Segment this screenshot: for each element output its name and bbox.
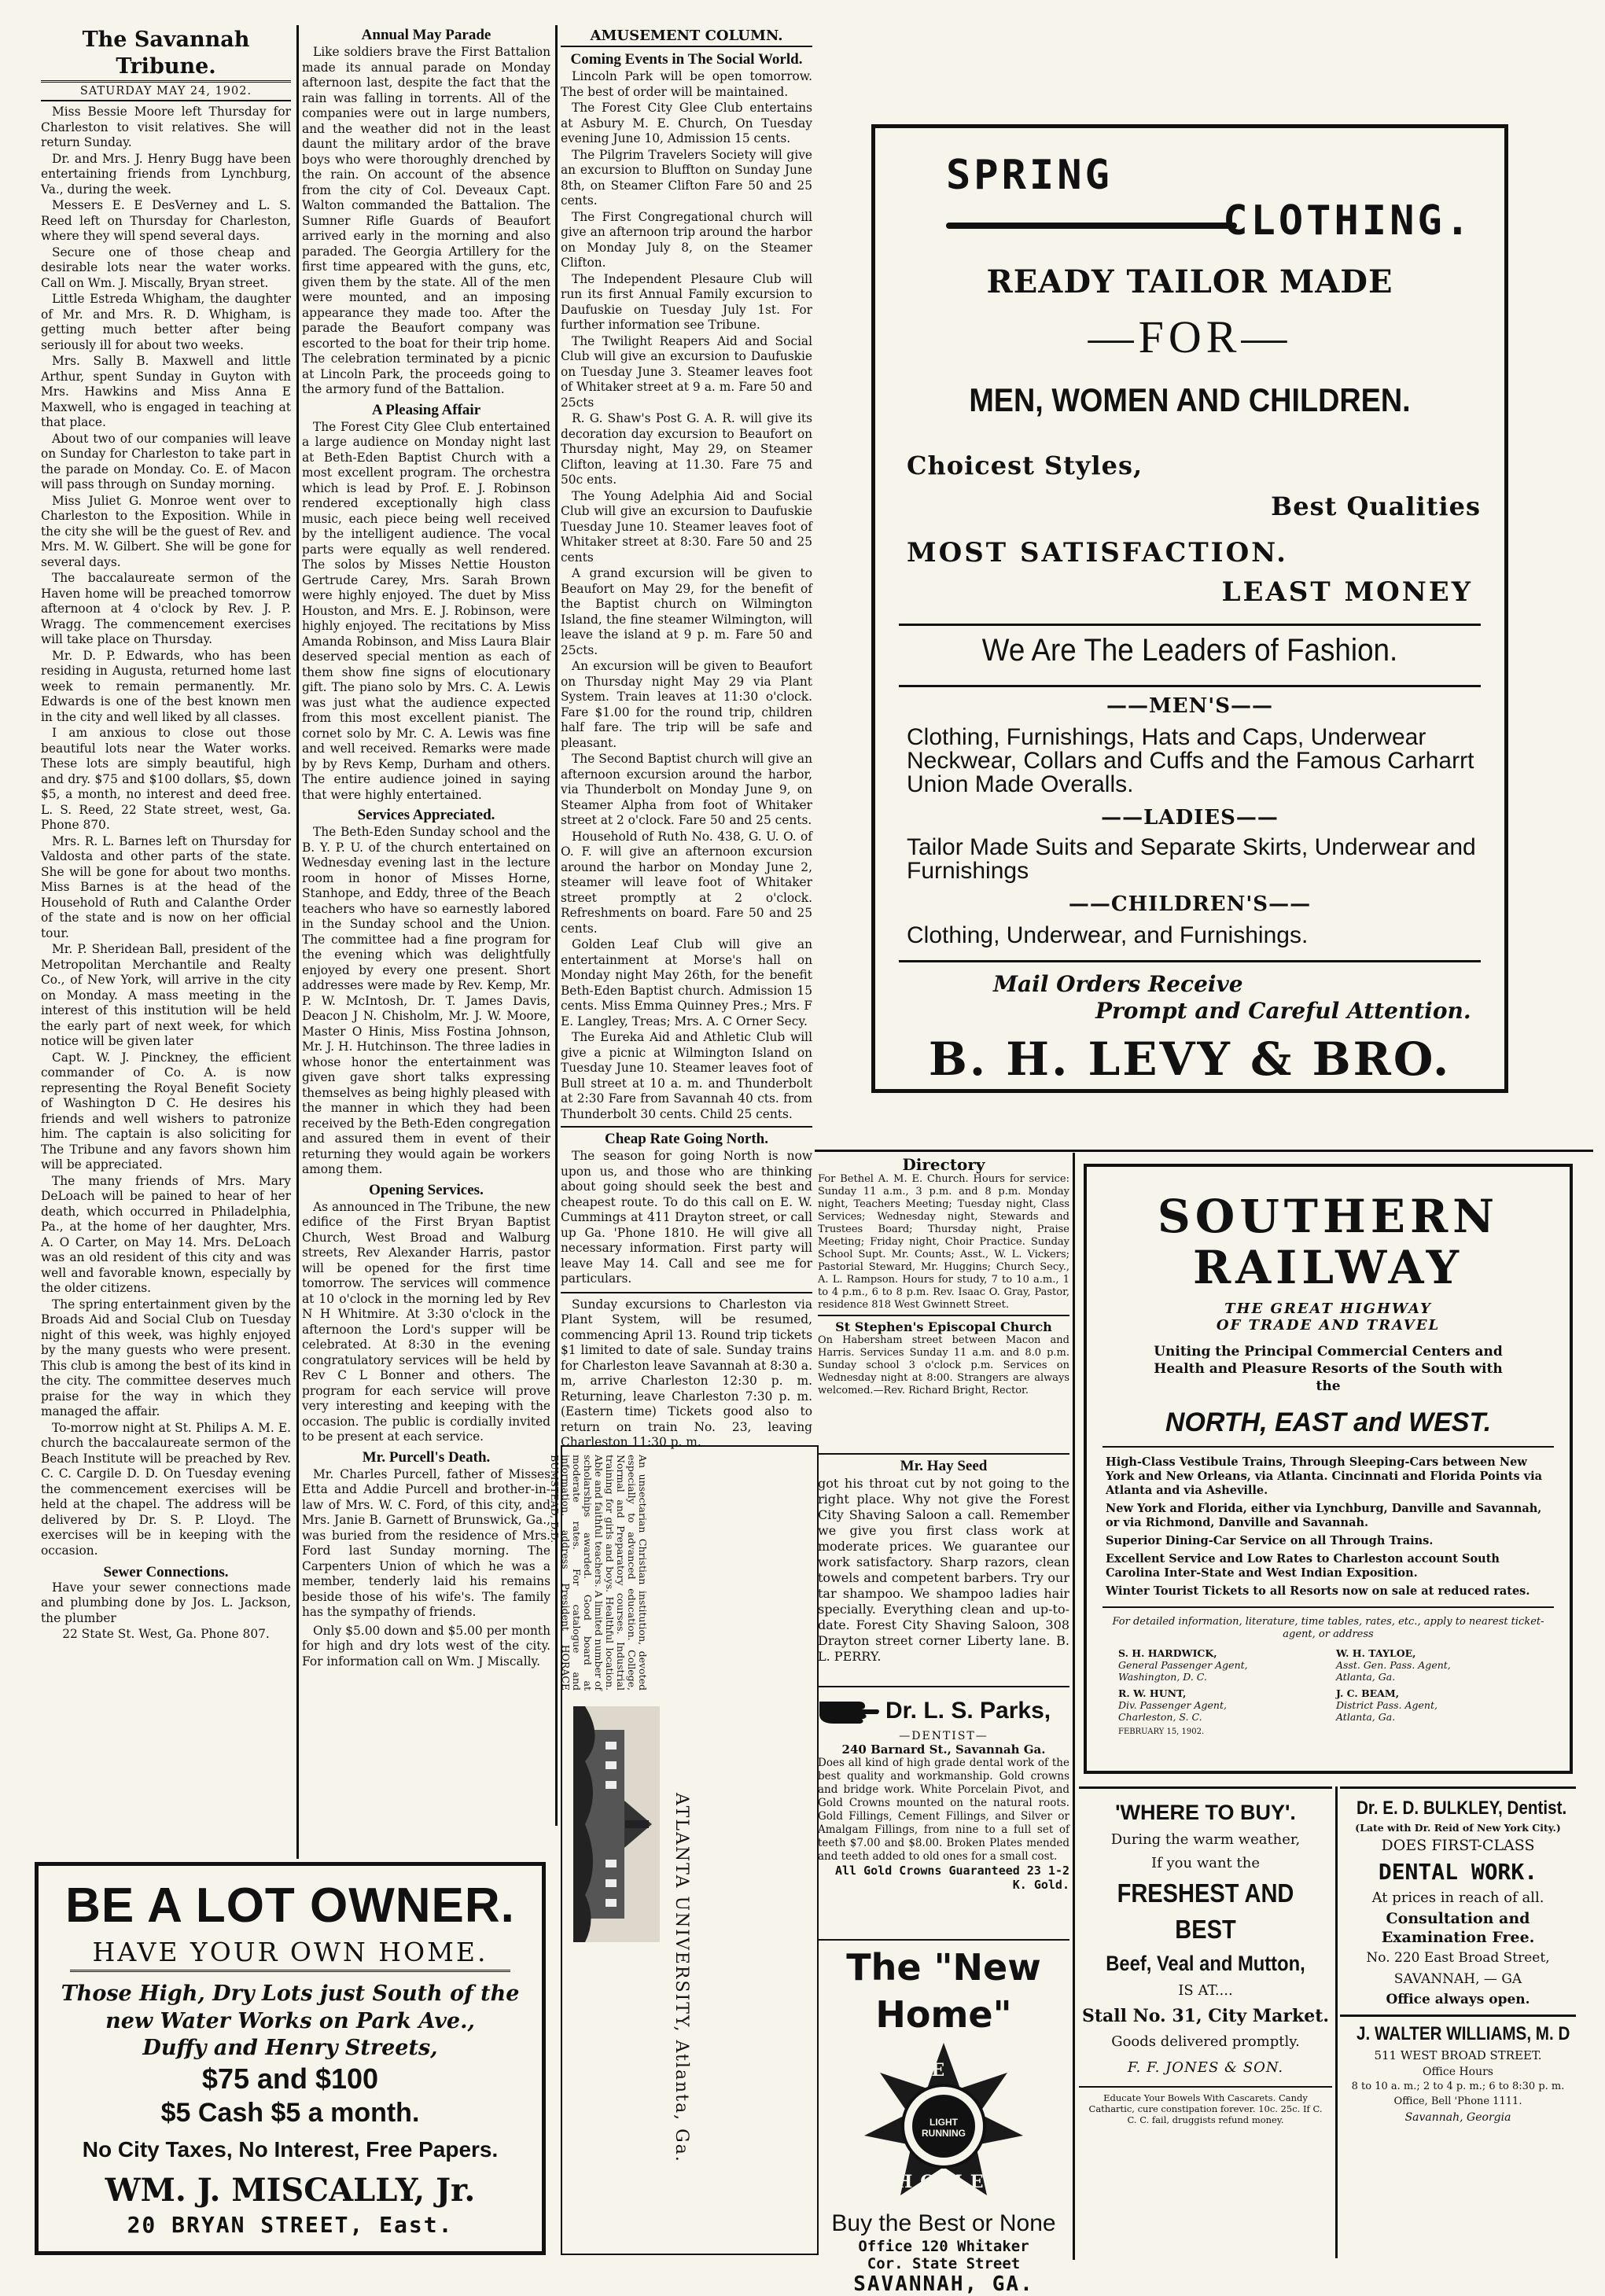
- campus-building-icon: [573, 1706, 660, 1942]
- bulkley-office: Office always open.: [1386, 1992, 1530, 2007]
- lot-terms: $5 Cash $5 a month.: [160, 2098, 420, 2128]
- social-note: Messers E. E DesVerney and L. S. Reed left on Thursday for Charleston, where they will spend several days.: [41, 198, 291, 243]
- new-home-badge: [861, 2041, 1026, 2206]
- lot-desc-2: new Water Works on Park Ave.,: [105, 2009, 475, 2033]
- levy-mens: Clothing, Furnishings, Hats and Caps, Underwear Neckwear, Collars and Cuffs and the Famous Carharrt Union Made Overalls.: [907, 724, 1474, 797]
- badge-new: NEW: [907, 2060, 980, 2081]
- parade-text: Like soldiers brave the First Battalion made its annual parade on Monday afternoon last, despite the fact that the rain was falling in torrents. All of the companies were out in large numbers, and the weather did not in the least daunt the military ardor of the brave boys who were thoroughly drenched by the rain. On account of the absence from the city of Col. Deveaux Capt. Walton commanded the Battalion. The Sumner Rifle Guards of Beaufort arrived early in the morning and also paraded. The Georgia Artillery for the first time appeared with the guns, etc, given them by the state. All of the men were mounted, and an imposing appearance they made too. After the parade the Beaufort company was escorted to the boat for their trip home. The celebration terminated by a picnic at Lincoln Park, the proceeds going to the armory fund of the Battalion.: [302, 45, 550, 396]
- social-note: To-morrow night at St. Philips A. M. E. church the baccalaureate sermon of the Beach Institute will be preached by Rev. C. C. Cargile D. D. On Tuesday evening the commencement exercises will be held at the chapel. The address will be delivered by Dr. S. P. Lloyd. The exercises will be in keeping with the occasion.: [41, 1420, 291, 1558]
- agent-3: R. W. HUNT, Div. Passenger Agent, Charleston, S. C.: [1118, 1687, 1227, 1723]
- opening-head: Opening Services.: [369, 1181, 484, 1198]
- railway-tag-1: THE GREAT HIGHWAY: [1224, 1301, 1432, 1317]
- levy-rule: [899, 685, 1481, 687]
- railway-rule: [1103, 1606, 1554, 1608]
- social-note: Secure one of those cheap and desirable lots near the water works. Call on Wm. J. Miscally, Bryan street.: [41, 245, 291, 290]
- levy-children-head: ——CHILDREN'S——: [1068, 892, 1312, 916]
- where-fresh: FRESHEST AND BEST: [1117, 1878, 1294, 1944]
- parks-addr: 240 Barnard St., Savannah Ga.: [841, 1742, 1046, 1757]
- railway-agents: [1087, 1641, 1570, 1723]
- levy-children: Clothing, Underwear, and Furnishings.: [907, 922, 1309, 948]
- event-item: The Young Adelphia Aid and Social Club will give an excursion to Daufuskie Tuesday June 10. Steamer leaves foot of Whitaker street at 8:30. Fare 50 and 25 cents: [561, 488, 812, 565]
- bulkley-city: SAVANNAH, — GA: [1393, 1971, 1522, 1987]
- column-rule: [296, 25, 299, 1859]
- social-note: Mr. P. Sheridean Ball, president of the Metropolitan Merchantile and Realty Co., of New York, will arrive in the city on Monday. A mass meeting in the interest of this institution will be held the early part of next week, for which notice will be given later: [41, 942, 291, 1048]
- affair-head: A Pleasing Affair: [371, 401, 481, 418]
- lot-owner-ad: [35, 1862, 546, 2255]
- where-head: 'WHERE TO BUY'.: [1115, 1801, 1296, 1824]
- social-note: Mr. D. P. Edwards, who has been residing in Augusta, returned home last week to remain permanently. Mr. Edwards is one of the best known men in the city and well liked by all classes.: [41, 648, 291, 724]
- new-home-cor: Cor. State Street: [867, 2255, 1021, 2272]
- lot-desc-3: Duffy and Henry Streets,: [142, 2036, 438, 2060]
- bulkley-late: (Late with Dr. Reid of New York City.): [1355, 1822, 1561, 1834]
- event-item: Lincoln Park will be open tomorrow. The best of order will be maintained.: [561, 69, 812, 99]
- column-1: [41, 27, 291, 1856]
- atlanta-body: An unsectarian Christian institution, devoted especially to advanced education. College, Normal and Preparatory courses. Industrial training for girls and boys. Healthful location. Able and faithful teachers. A limited number of scholarships awarded. Good board at moderate rates. For catalogue and information, address President HORACE BUMSTEAD, D.D.: [549, 1455, 649, 1691]
- levy-most: MOST SATISFACTION.: [907, 537, 1288, 568]
- parks-body: Does all kind of high grade dental work of the best quality and workmanship. Gold crowns and bridge work. White Porcelain Pivot, and Gold Crowns mounted on the natural roots. Gold Fillings, Cement Fillings, and Silver or Amalgam Fillings, from nine to a full set of teeth $7.00 and $8.00. Broken Plates mended and teeth added to old ones for a small cost.: [818, 1757, 1069, 1863]
- where-stall: Stall No. 31, City Market.: [1081, 2006, 1330, 2026]
- section-rule: [815, 1150, 1593, 1152]
- bulkley-dentist-ad: [1340, 1786, 1576, 2258]
- levy-for: —FOR—: [1088, 311, 1292, 362]
- parks-dentist-ad: [818, 1686, 1069, 1934]
- southern-railway-ad: [1084, 1164, 1573, 1774]
- hay-seed-body: got his throat cut by not going to the right place. Why not give the Forest City Shaving Saloon a call. Remember we give you first class work at moderate prices. We guarantee our work satisfactory. Sharp razors, clean towels and competent barbers. Try our tar shampoo. We shampoo ladies hair specially. Everything clean and up-to-date. Forest City Shaving Saloon, 308 Drayton street corner Liberty lane. B. L. PERRY.: [818, 1476, 1069, 1664]
- railway-rule: [1103, 1446, 1554, 1448]
- railway-name-1: SOUTHERN: [1157, 1190, 1500, 1243]
- atlanta-rotated: [549, 1455, 809, 2241]
- new-home-buy: Buy the Best or None: [831, 2210, 1056, 2236]
- lot-no: No City Taxes, No Interest, Free Papers.: [82, 2137, 499, 2162]
- coming-events-head: Coming Events in The Social World.: [570, 51, 803, 68]
- event-item: The Eureka Aid and Athletic Club will give a picnic at Wilmington Island on Tuesday June 10. Steamer leaves foot of Bull street at 10 a. m. and Thunderbolt at 2:30 Fare from Savannah 40 cts. from Thunderbolt 30 cents. Child 25 cents.: [561, 1030, 812, 1121]
- lot-head: BE A LOT OWNER.: [65, 1878, 515, 1933]
- events-list: [561, 69, 812, 1122]
- levy-best: Best Qualities: [1271, 491, 1481, 521]
- social-note: Miss Juliet G. Monroe went over to Charleston to the Exposition. While in the city she will be the guest of Rev. and Mrs. M. W. Gilbert. She will be gone for several days.: [41, 493, 291, 569]
- social-note: I am anxious to close out those beautiful lots near the Water works. These lots are simply beautiful, high and dry. $75 and $100 dollars, $5, down $5, a month, no interest and deed free. L. S. Reed, 22 State street, west, Ga. Phone 870.: [41, 726, 291, 832]
- where-beef: Beef, Veal and Mutton,: [1106, 1952, 1305, 1975]
- directory-bethel: For Bethel A. M. E. Church. Hours for service: Sunday 11 a.m., 3 p.m. and 8 p.m. Monday night, Teachers Meeting; Tuesday night, Class Services; Wednesday night, Stewards and Trustees Board; Thursday night, Praise Meeting; Friday night, Choir Practice. Sunday School Supt. Mr. Counts; Asst., W. L. Vickers; Pastorial Steward, Mr. Huggins; Church Secy., A. L. Rampson. Hours for study, 7 to 10 a.m., 1 to 4 p.m., 6 to 8 p.m. Rev. Isaac O. Gray, Pastor, residence 818 West Gwinnett Street.: [818, 1173, 1069, 1311]
- opening-text: As announced in The Tribune, the new edifice of the First Bryan Baptist Church, West Broad and Walburg streets, Rev Alexander Harris, pastor will be opened for the first time tomorrow. The services will commence at 10 o'clock in the morning led by Rev N H Whitmire. At 3:30 o'clock in the afternoon the Lord's supper will be celebrated. At 8:30 in the evening congratulatory services will be held by Rev C L Bonner and others. The program for each service will prove very interesting and keeping with the occasion. The public is cordially invited to be present at each service.: [302, 1199, 550, 1444]
- masthead-date: SATURDAY MAY 24, 1902.: [41, 83, 291, 101]
- railway-name-2: RAILWAY: [1192, 1241, 1464, 1294]
- cheap-rate-head: Cheap Rate Going North.: [561, 1126, 812, 1148]
- levy-clothing: CLOTHING.: [1223, 197, 1473, 245]
- levy-choice: Choicest Styles,: [907, 451, 1143, 480]
- parks-dentist: —DENTIST—: [899, 1730, 988, 1742]
- levy-men: MEN, WOMEN AND CHILDREN.: [969, 381, 1411, 418]
- levy-ready: READY TAILOR MADE: [986, 263, 1393, 300]
- social-note: The spring entertainment given by the Broads Aid and Social Club on Tuesday night of this week, was highly enjoyed by the many guests who were present. This club is among the best of its kind in the city. The committee deserves much praise for the way in which they managed the affair.: [41, 1297, 291, 1418]
- levy-clothing-ad: [871, 124, 1508, 1093]
- lot-addr: 20 BRYAN STREET, East.: [127, 2212, 454, 2238]
- lot-price: $75 and $100: [201, 2062, 379, 2095]
- williams-addr: 511 WEST BROAD STREET.: [1374, 2048, 1542, 2062]
- services-text: The Beth-Eden Sunday school and the B. Y. P. U. of the church entertained on Wednesday evening last in the lecture room in honor of Misses Horne, Stanhope, and Eddy, three of the Beach teachers who have so earnestly labored in the Sunday school and the Union. The committee had a fine program for the evening which was delightfully enjoyed by every one present. Short addresses were made by Rev. Kemp, Mr. P. W. McIntosh, Dr. T. James Davis, Deacon J N. Chisholm, Mr. J. W. Moore, Master O Hinis, Miss Fostina Johnson, Mr. J. H. Hutchinson. The three ladies in whose honor the entertainment was given gave short talks expressing themselves as being highly pleased with the manner in which they had been received by the Beth-Eden congregation and assured them in event of their returning they would again be workers among them.: [302, 825, 550, 1176]
- new-home-title: The "New Home": [846, 1946, 1041, 2036]
- death-text: Mr. Charles Purcell, father of Misses Etta and Addie Purcell and brother-in-law of Mrs. W. C. Ford, of this city, and Mrs. Janie B. Garnett of Brunswick, Ga., was buried from the residence of Mrs. Ford last Sunday morning. The Carpenters Union of which he was a member, tenderly laid his remains beside those of his wife's. The family has the sympathy of friends.: [302, 1466, 550, 1619]
- event-item: Household of Ruth No. 438, G. U. O. of O. F. will give an afternoon excursion around the harbor on Monday June 2, steamer will leave foot of Whitaker street promptly at 2 o'clock. Refreshments on board. Fare 50 and 25 cents.: [561, 829, 812, 936]
- bulkley-work: DENTAL WORK.: [1378, 1859, 1538, 1885]
- atlanta-university-ad: [549, 1445, 819, 2255]
- social-notes: [41, 105, 291, 1558]
- levy-leaders: We Are The Leaders of Fashion.: [981, 633, 1398, 668]
- railway-service-line: High-Class Vestibule Trains, Through Sleeping-Cars between New York and New Orleans, via Atlanta. Cincinnati and Florida Points via Atlanta and via Asheville.: [1106, 1455, 1543, 1497]
- event-item: A grand excursion will be given to Beaufort on May 29, for the benefit of the Baptist church on Wilmington Island, the fine steamer Wilmington, will leave the island at 9 p. m. Fare 50 and 25cts.: [561, 566, 812, 657]
- levy-for-text: FOR: [1138, 311, 1242, 362]
- directory-rule: [818, 1315, 1069, 1316]
- pointing-hand-icon: [818, 1692, 881, 1730]
- railway-service-line: New York and Florida, either via Lynchburg, Danville and Savannah, or via Richmond, Danville and Savannah.: [1106, 1502, 1542, 1529]
- where-goods: Goods delivered promptly.: [1111, 2033, 1300, 2050]
- new-home-city: SAVANNAH, GA.: [853, 2272, 1034, 2296]
- agent-2: W. H. TAYLOE, Asst. Gen. Pass. Agent, Atlanta, Ga.: [1336, 1647, 1451, 1683]
- parks-dentist-text: DENTIST: [911, 1730, 976, 1742]
- social-note: Miss Bessie Moore left Thursday for Charleston to visit relatives. She will return Sunday.: [41, 105, 291, 149]
- social-note: Dr. and Mrs. J. Henry Bugg have been entertaining friends from Lynchburg, Va., during the week.: [41, 151, 291, 197]
- railway-uniting: Uniting the Principal Commercial Centers and Health and Pleasure Resorts of the South with the: [1154, 1344, 1503, 1394]
- levy-mens-head-text: MEN'S: [1148, 694, 1231, 718]
- column-rule: [1335, 1786, 1338, 2258]
- bulkley-does: DOES FIRST-CLASS: [1381, 1837, 1535, 1854]
- directory: [818, 1156, 1069, 1447]
- amusement-column-head: AMUSEMENT COLUMN.: [561, 27, 812, 47]
- bulkley-name: Dr. E. D. BULKLEY, Dentist.: [1357, 1797, 1567, 1819]
- miscally-notice: Only $5.00 down and $5.00 per month for high and dry lots west of the city. For information call on Wm. J Miscally.: [302, 1623, 550, 1669]
- new-home-ad: [818, 1939, 1069, 2296]
- railway-service-line: Superior Dining-Car Service on all Through Trains.: [1106, 1534, 1434, 1547]
- bulkley-rule: [1340, 2015, 1576, 2017]
- railway-date: FEBRUARY 15, 1902.: [1118, 1728, 1205, 1736]
- levy-ladies-head-text: LADIES: [1143, 806, 1236, 830]
- levy-least: LEAST MONEY: [1221, 576, 1473, 608]
- sewer-head: Sewer Connections.: [103, 1564, 229, 1580]
- parade-head: Annual May Parade: [361, 27, 491, 43]
- agent-4: J. C. BEAM, District Pass. Agent, Atlanta, Ga.: [1336, 1687, 1438, 1723]
- railway-service-line: Excellent Service and Low Rates to Charleston account South Carolina Inter-State and West Indian Exposition.: [1106, 1552, 1500, 1580]
- lot-desc-1: Those High, Dry Lots just South of the: [61, 1981, 520, 2006]
- social-note: About two of our companies will leave on Sunday for Charleston to take part in the parade on Monday. Co. E. of Macon will pass through on Sunday morning.: [41, 431, 291, 491]
- social-note: Capt. W. J. Pinckney, the efficient commander of Co. A. is now representing the Royal Benefit Society of Washington D C. He desires his friends and well wishers to patronize him. The captain is also soliciting for The Tribune and any favors shown him will be appreciated.: [41, 1050, 291, 1172]
- event-item: The Pilgrim Travelers Society will give an excursion to Bluffton on Sunday June 8th, on Steamer Clifton Fare 50 and 25 cents.: [561, 147, 812, 208]
- lot-sub: HAVE YOUR OWN HOME.: [70, 1935, 510, 1972]
- death-head: Mr. Purcell's Death.: [362, 1448, 491, 1466]
- where-l2: If you want the: [1151, 1855, 1260, 1871]
- sewer-addr: 22 State St. West, Ga. Phone 807.: [62, 1627, 270, 1641]
- lot-name: WM. J. MISCALLY, Jr.: [105, 2172, 476, 2209]
- stephen-body: On Habersham street between Macon and Harris. Services Sunday 11 a.m. and 8.0 p.m. Sunday school 3 o'clock p.m. Services on Wednesday night at 8:00. Strangers are always welcomed.—Rev. Richard Bright, Rector.: [818, 1334, 1069, 1396]
- event-item: The Twilight Reapers Aid and Social Club will give an excursion to Daufuskie on Tuesday June 3. Steamer leaves foot of Whitaker street at 9 a. m. Fare 50 and 25cts: [561, 333, 812, 410]
- levy-ladies: Tailor Made Suits and Separate Skirts, Underwear and Furnishings: [907, 834, 1476, 884]
- social-note: Little Estreda Whigham, the daughter of Mr. and Mrs. R. D. Whigham, is getting much better after being seriously ill for about two weeks.: [41, 292, 291, 352]
- social-note: Mrs. R. L. Barnes left on Thursday for Valdosta and other parts of the state. She will be gone for about two months. Miss Barnes is at the head of the Household of Ruth and Calanthe Order of the state and is now on her official tour.: [41, 833, 291, 940]
- levy-mens-head: ——MEN'S——: [1106, 694, 1274, 718]
- badge-light: LIGHT RUNNING: [922, 2117, 966, 2139]
- column-rule: [1073, 1153, 1075, 2260]
- levy-ladies-head: ——LADIES——: [1101, 806, 1279, 830]
- affair-text: The Forest City Glee Club entertained a large audience on Monday night last at Beth-Eden Baptist Church with a most excellent program. The orchestra which is lead by Prof. E. J. Robinson rendered exceptionally high class music, each piece being well received by the intelligent audience. The vocal parts were equally as well rendered. The solos by Misses Nettie Houston Gertrude Carey, Mrs. Sarah Brown were highly enjoyed. The duet by Miss Houston, and Mrs. E. J. Robinson, were highly enjoyed. The recitations by Miss Amanda Robinson, and Miss Laura Blair deserved special mention as each of them show fine signs of elocutionary gift. The piano solo by Mrs. C. A. Lewis was just what the audience expected from this most excellent pianist. The cornet solo by Mr. C. A. Lewis was fine and well received. Remarks were made by by Revs Kemp, Durham and others. The entire audience joined in saying that were highly entertained.: [302, 419, 550, 802]
- williams-name: J. WALTER WILLIAMS, M. D: [1357, 2023, 1570, 2044]
- railway-info: For detailed information, literature, time tables, rates, etc., apply to nearest ticket-agent, or address: [1112, 1616, 1544, 1640]
- where-isat: IS AT....: [1178, 1982, 1233, 1999]
- campus-illustration: [573, 1706, 660, 1942]
- atlanta-title: ATLANTA UNIVERSITY, Atlanta, Ga.: [672, 1793, 691, 2163]
- railway-service-line: Winter Tourist Tickets to all Resorts now on sale at reduced rates.: [1106, 1584, 1530, 1598]
- williams-hours-head: Office Hours: [1422, 2066, 1493, 2078]
- event-item: The Second Baptist church will give an afternoon excursion around the harbor, via Thunderbolt on Monday June 9, on Steamer Alpha from foot of Whitaker street at 2 o'clock. Fare 50 and 25 cents.: [561, 752, 812, 827]
- levy-mail-1: Mail Orders Receive: [993, 971, 1243, 997]
- levy-children-head-text: CHILDREN'S: [1110, 892, 1269, 916]
- event-item: R. G. Shaw's Post G. A. R. will give its decoration day excursion to Beaufort on Thursday night, May 29, on Steamer Clifton, leaving at 11.30. Fare 75 and 50c ents.: [561, 411, 812, 487]
- hay-seed-ad: [818, 1453, 1069, 1681]
- railway-tag-2: OF TRADE AND TRAVEL: [1216, 1317, 1441, 1334]
- levy-name: B. H. LEVY & BRO.: [928, 1032, 1452, 1086]
- sewer-body: Have your sewer connections made and plumbing done by Jos. L. Jackson, the plumber: [41, 1580, 291, 1625]
- parks-name: Dr. L. S. Parks,: [885, 1698, 1051, 1724]
- column-3: [561, 27, 812, 1449]
- column-2: [302, 27, 550, 1859]
- agent-1: S. H. HARDWICK, General Passenger Agent, Washington, D. C.: [1118, 1647, 1248, 1683]
- parks-header: [818, 1692, 1069, 1730]
- railway-nse: NORTH, EAST and WEST.: [1165, 1407, 1492, 1437]
- bulkley-consult: Consultation and Examination Free.: [1381, 1910, 1535, 1946]
- sunday-excursion-text: Sunday excursions to Charleston via Plant System, will be resumed, commencing April 13. Round trip tickets $1 limited to date of sale. Sunday trains for Charleston leave Savannah at 8:30 a. m, arrive Charleston 12:30 p. m. Returning, leave Charleston 7:30 p. m. (Eastern time) Tickets good also to return on train No. 23, leaving Charleston 11:30 p. m.: [561, 1292, 812, 1451]
- services-head: Services Appreciated.: [357, 807, 495, 823]
- event-item: The First Congregational church will give an afternoon trip around the harbor on Monday July 8, on the Steamer Clifton.: [561, 209, 812, 270]
- cheap-rate-text: The season for going North is now upon us, and those who are thinking about going should seek the best and cheapest route. To do this call on E. W. Cummings at 411 Drayton street, or call up Ga. 'Phone 1810. He will give all necessary information. First party will leave May 14. Call and see me for particulars.: [561, 1149, 812, 1286]
- bulkley-prices: At prices in reach of all.: [1371, 1889, 1544, 1906]
- event-item: The Forest City Glee Club entertains at Asbury M. E. Church, On Tuesday evening June 10, Admission 15 cents.: [561, 101, 812, 145]
- where-to-buy-ad: [1079, 1786, 1332, 2258]
- parks-gold: All Gold Crowns Guaranteed 23 1-2 K. Gold.: [834, 1864, 1069, 1892]
- social-note: Mrs. Sally B. Maxwell and little Arthur, spent Sunday in Guyton with Mrs. Hawkins and Miss Anna E Maxwell, who is engaged in teaching at that place.: [41, 354, 291, 429]
- stephen-head: St Stephen's Episcopal Church: [835, 1319, 1052, 1334]
- new-home-office: Office 120 Whitaker: [858, 2238, 1029, 2255]
- williams-city: Savannah, Georgia: [1404, 2111, 1511, 2124]
- social-note: The many friends of Mrs. Mary DeLoach will be pained to hear of her death, which occurred in Philadelphia, Pa., at the home of her daughter, Mrs. A. O Carter, on May 14. Mrs. DeLoach was an old resident of this city and was well and favorable known, especially by the older citizens.: [41, 1173, 291, 1295]
- levy-mail-2: Prompt and Careful Attention.: [1095, 998, 1471, 1024]
- williams-phone: Office, Bell 'Phone 1111.: [1393, 2095, 1522, 2107]
- badge-home: HOME: [896, 2172, 992, 2192]
- levy-rule: [899, 960, 1481, 962]
- event-item: Golden Leaf Club will give an entertainment at Morse's hall on Monday night May 26th, for the benefit Beth-Eden Baptist church. Admission 15 cents. Miss Emma Quinney Pres.; Mrs. F E. Langley, Treas; Mrs. A. C Orner Secy.: [561, 937, 812, 1028]
- event-item: The Independent Plesaure Club will run its first Annual Family excursion to Daufuskie on Tuesday July 1st. For further information see Tribune.: [561, 271, 812, 332]
- williams-hours: 8 to 10 a. m.; 2 to 4 p. m.; 6 to 8:30 p. m.: [1351, 2081, 1565, 2092]
- levy-rule: [899, 624, 1481, 626]
- bulkley-addr: No. 220 East Broad Street,: [1366, 1950, 1550, 1966]
- where-rule: [1079, 2086, 1332, 2088]
- hay-seed-head: Mr. Hay Seed: [900, 1458, 988, 1474]
- levy-swash-rule: [946, 223, 1237, 229]
- where-l1: During the warm weather,: [1110, 1831, 1301, 1848]
- event-item: An excursion will be given to Beaufort on Thursday night May 29 via Plant System. Train leaves at 11:30 o'clock. Fare $1.00 for the round trip, children half fare. The trip will be safe and pleasant.: [561, 659, 812, 750]
- where-firm: F. F. JONES & SON.: [1127, 2059, 1284, 2076]
- masthead-title: The Savannah Tribune.: [41, 27, 291, 83]
- directory-head: Directory: [902, 1155, 985, 1174]
- levy-spring: SPRING: [946, 152, 1113, 199]
- railway-lines: [1087, 1455, 1570, 1599]
- social-note: The baccalaureate sermon of the Haven home will be preached tomorrow afternoon at 4 o'clock by Rev. J. P. Wragg. The commencement exercises will take place on Thursday.: [41, 571, 291, 646]
- cascarets: Educate Your Bowels With Cascarets. Candy Cathartic, cure constipation forever. 10c. 25c. If C. C. C. fail, druggists refund money.: [1088, 2092, 1323, 2125]
